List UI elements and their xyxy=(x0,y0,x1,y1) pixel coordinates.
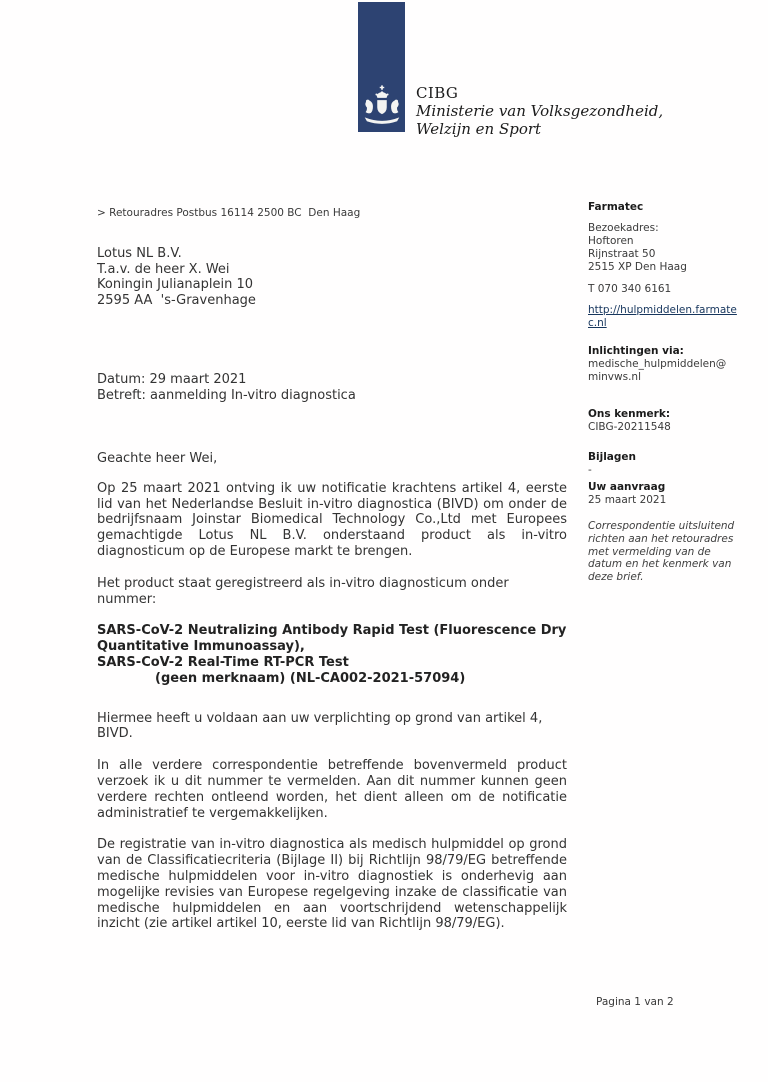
datum-line: Datum: 29 maart 2021 xyxy=(97,372,247,387)
body-paragraph-5: De registratie van in-vitro diagnostica als medisch hulpmiddel op grond van de Classificatiecriteria (Bijlage II) bij Richtlijn 98/79/EG betreffende medische hulpmiddelen voor in-vitro diagnostiek is onderhevig aan mogelijke revisies van Europese regelgeving inzake de classificatie van medische hulpmiddelen en aan voortschrijdend wetenschappelijk inzicht (zie artikel artikel 10, eerste lid van Richtlijn 98/79/EG). xyxy=(97,837,567,932)
body-paragraph-3: Hiermee heeft u voldaan aan uw verplichting op grond van artikel 4, BIVD. xyxy=(97,710,543,742)
recipient-address xyxy=(97,246,256,308)
phone-number: T 070 340 6161 xyxy=(588,283,672,295)
aanvraag-value: 25 maart 2021 xyxy=(588,494,667,506)
correspondence-note: Correspondentie uitsluitend richten aan het retouradres met vermelding van de datum en het kenmerk van deze brief. xyxy=(588,520,735,584)
product-line-2: SARS-CoV-2 Real-Time RT-PCR Test xyxy=(97,654,349,670)
website-link[interactable]: http://hulpmiddelen.farmatec.nl xyxy=(588,304,737,329)
reference-block xyxy=(588,408,743,434)
bijlagen-label: Bijlagen xyxy=(588,451,636,463)
coat-of-arms-icon xyxy=(363,84,401,130)
ministry-name-line2: Welzijn en Sport xyxy=(416,120,542,138)
body-paragraph-2: Het product staat geregistreerd als in-vitro diagnosticum onder nummer: xyxy=(97,575,509,607)
address-line: Hoftoren xyxy=(588,235,634,247)
sidebar-department: Farmatec xyxy=(588,201,644,213)
page-number: Pagina 1 van 2 xyxy=(596,996,674,1008)
betreft-line: Betreft: aanmelding In-vitro diagnostica xyxy=(97,387,356,403)
product-name-block xyxy=(97,623,567,686)
recipient-city: 2595 AA 's-Gravenhage xyxy=(97,292,256,308)
request-block xyxy=(588,481,743,507)
sidebar-contact-info xyxy=(588,201,743,584)
logo-org-name: CIBG xyxy=(416,84,459,102)
attachments-block xyxy=(588,451,743,477)
ministry-name-line1: Ministerie van Volksgezondheid, xyxy=(416,102,664,120)
recipient-street: Koningin Julianaplein 10 xyxy=(97,277,254,293)
recipient-attention: T.a.v. de heer X. Wei xyxy=(97,261,230,277)
address-line: Rijnstraat 50 xyxy=(588,248,656,260)
inquiries-block xyxy=(588,345,743,384)
email-line: minvws.nl xyxy=(588,371,641,383)
kenmerk-label: Ons kenmerk: xyxy=(588,408,671,420)
address-line: 2515 XP Den Haag xyxy=(588,261,687,273)
retouradres-line: > Retouradres Postbus 16114 2500 BC Den Haag xyxy=(97,207,361,219)
body-paragraph-4: In alle verdere correspondentie betreffende bovenvermeld product verzoek ik u dit nummer te vermelden. Aan dit nummer kunnen geen verdere rechten ontleend worden, het dient alleen om de notificatie administratief te vergemakkelijken. xyxy=(97,758,567,821)
rijksoverheid-banner xyxy=(358,2,405,132)
body-paragraph-1: Op 25 maart 2021 ontving ik uw notificatie krachtens artikel 4, eerste lid van het Nederlandse Besluit in-vitro diagnostica (BIVD) om onder de bedrijfsnaam Joinstar Biomedical Technology Co.,Ltd met Europees gemachtigde Lotus NL B.V. onderstaand product als in-vitro diagnosticum op de Europese markt te brengen. xyxy=(97,480,567,559)
product-line-1: SARS-CoV-2 Neutralizing Antibody Rapid Test (Fluorescence Dry Quantitative Immunoassay), xyxy=(97,623,567,655)
bezoekadres-label: Bezoekadres: xyxy=(588,222,659,234)
kenmerk-value: CIBG-20211548 xyxy=(588,421,671,433)
bijlagen-value: - xyxy=(588,464,592,476)
recipient-company: Lotus NL B.V. xyxy=(97,246,182,261)
visit-address-block xyxy=(588,222,743,274)
email-line: medische_hulpmiddelen@ xyxy=(588,358,727,370)
inlichtingen-label: Inlichtingen via: xyxy=(588,345,684,357)
salutation: Geachte heer Wei, xyxy=(97,451,218,466)
letter-body xyxy=(97,451,567,948)
date-subject-block xyxy=(97,372,356,403)
aanvraag-label: Uw aanvraag xyxy=(588,481,666,493)
product-line-3: (geen merknaam) (NL-CA002-2021-57094) xyxy=(155,670,466,686)
logo-text-block xyxy=(416,84,663,138)
